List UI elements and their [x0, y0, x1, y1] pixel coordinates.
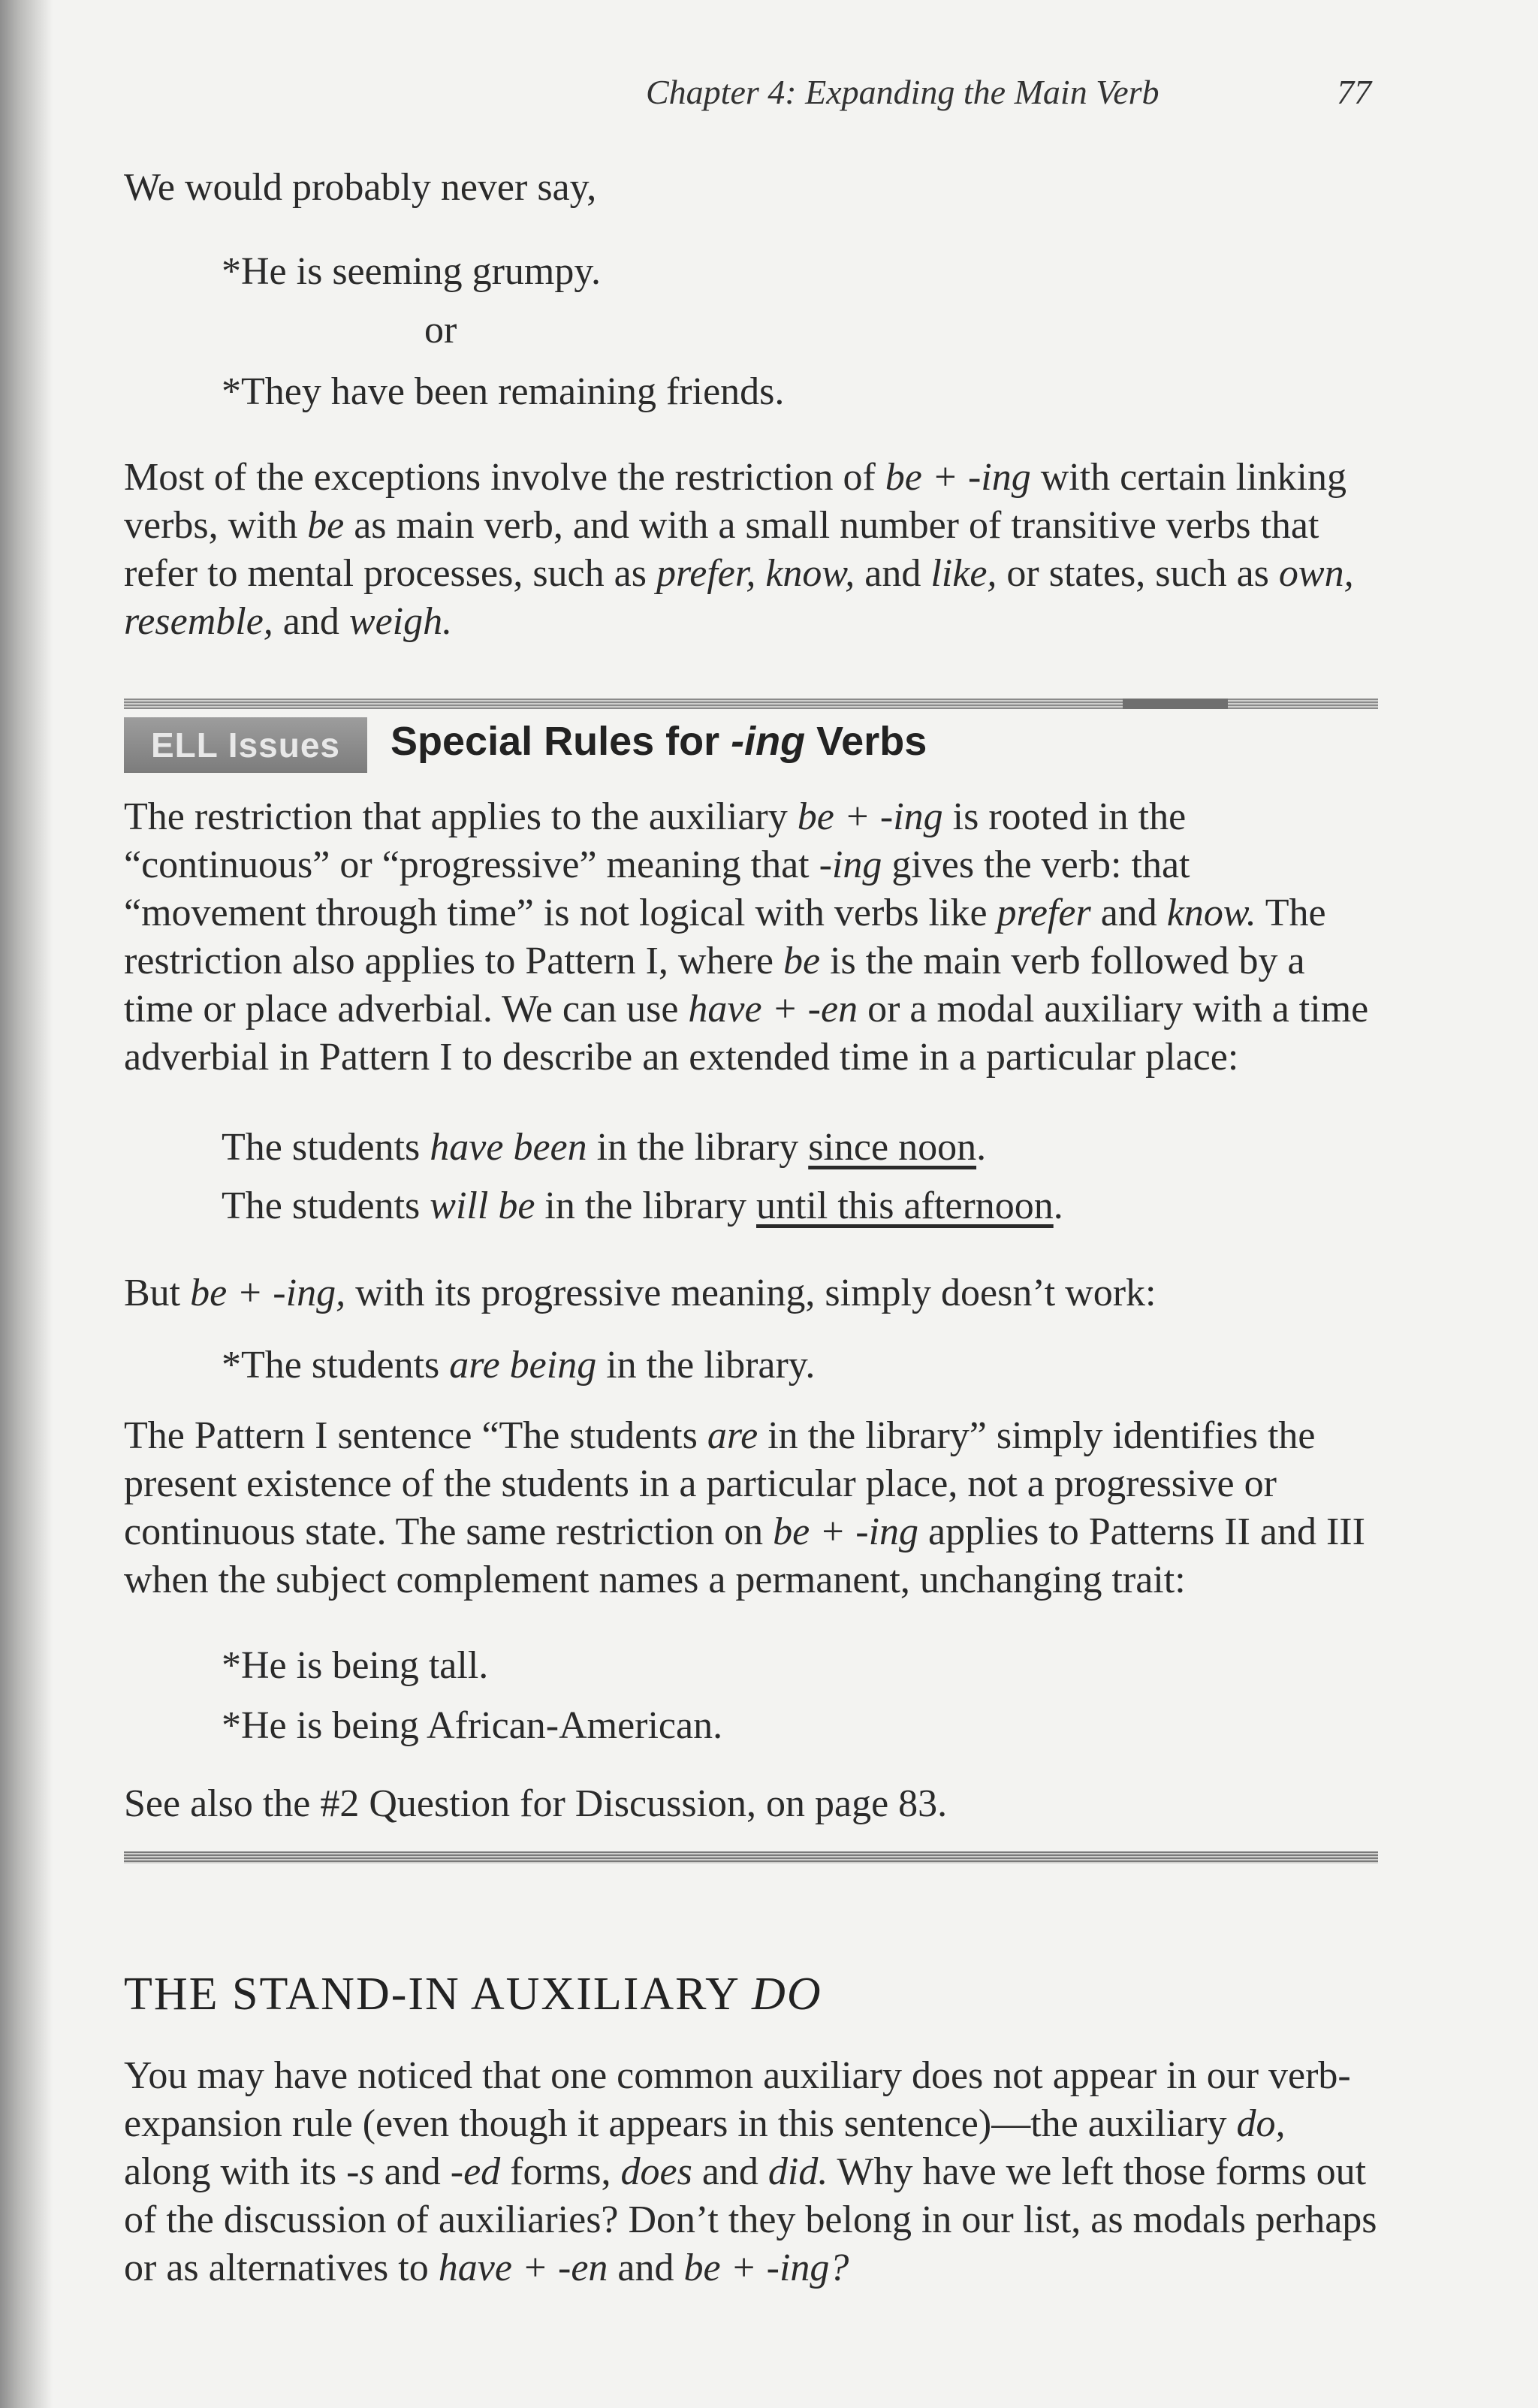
box-paragraph: But be + -ing, with its progressive meaning, simply doesn’t work: — [124, 1272, 1157, 1314]
section-heading: THE STAND-IN AUXILIARY DO — [124, 1969, 822, 2020]
page-number: 77 — [1337, 73, 1371, 111]
running-head: Chapter 4: Expanding the Main Verb — [646, 73, 1160, 111]
cross-reference: See also the #2 Question for Discussion, on page 83. — [124, 1782, 948, 1825]
box-title: Special Rules for -ing Verbs — [391, 719, 927, 764]
example-sentence: *They have been remaining friends. — [222, 370, 785, 413]
example-sentence: The students will be in the library until this afternoon. — [222, 1184, 1063, 1227]
or-connector: or — [424, 309, 457, 352]
example-sentence: *He is being African-American. — [222, 1704, 723, 1747]
example-sentence: *He is being tall. — [222, 1644, 489, 1687]
paragraph: Most of the exceptions involve the restriction of be + -ing with certain linking verbs, with be as main verb, and with a small number of transitive verbs that refer to mental processes, such as prefer, know, and like, or states, such as own, resemble, and weigh. — [124, 456, 1354, 643]
example-sentence: The students have been in the library since noon. — [222, 1126, 987, 1169]
ell-issues-badge: ELL Issues — [124, 717, 367, 773]
section-paragraph: You may have noticed that one common auxiliary does not appear in our verb-expansion rule (even though it appears in this sentence)—the auxiliary do, along with its -s and -ed forms, does and did. Why have we left those forms out of the discussion of auxiliaries? Don’t they belong in our list, as modals perhaps or as alternatives to have + -en and be + -ing? — [124, 2054, 1377, 2289]
box-paragraph: The Pattern I sentence “The students are in the library” simply identifies the present existence of the students in a particular place, not a progressive or continuous state. The same restriction on be + -ing applies to Patterns II and III when the subject complement names a permanent, unchanging trait: — [124, 1414, 1365, 1601]
example-sentence: *He is seeming grumpy. — [222, 250, 601, 293]
box-top-rule — [124, 699, 1378, 709]
box-paragraph: The restriction that applies to the auxiliary be + -ing is rooted in the “continuous” or “progressive” meaning that -ing gives the verb: that “movement through time” is not logical with verbs like prefer and know. The restriction also applies to Pattern I, where be is the main verb followed by a time or place adverbial. We can use have + -en or a modal auxiliary with a time adverbial in Pattern I to describe an extended time in a particular place: — [124, 795, 1369, 1079]
box-bottom-rule — [124, 1851, 1378, 1863]
intro-lead: We would probably never say, — [124, 166, 597, 209]
example-sentence: *The students are being in the library. — [222, 1344, 816, 1387]
